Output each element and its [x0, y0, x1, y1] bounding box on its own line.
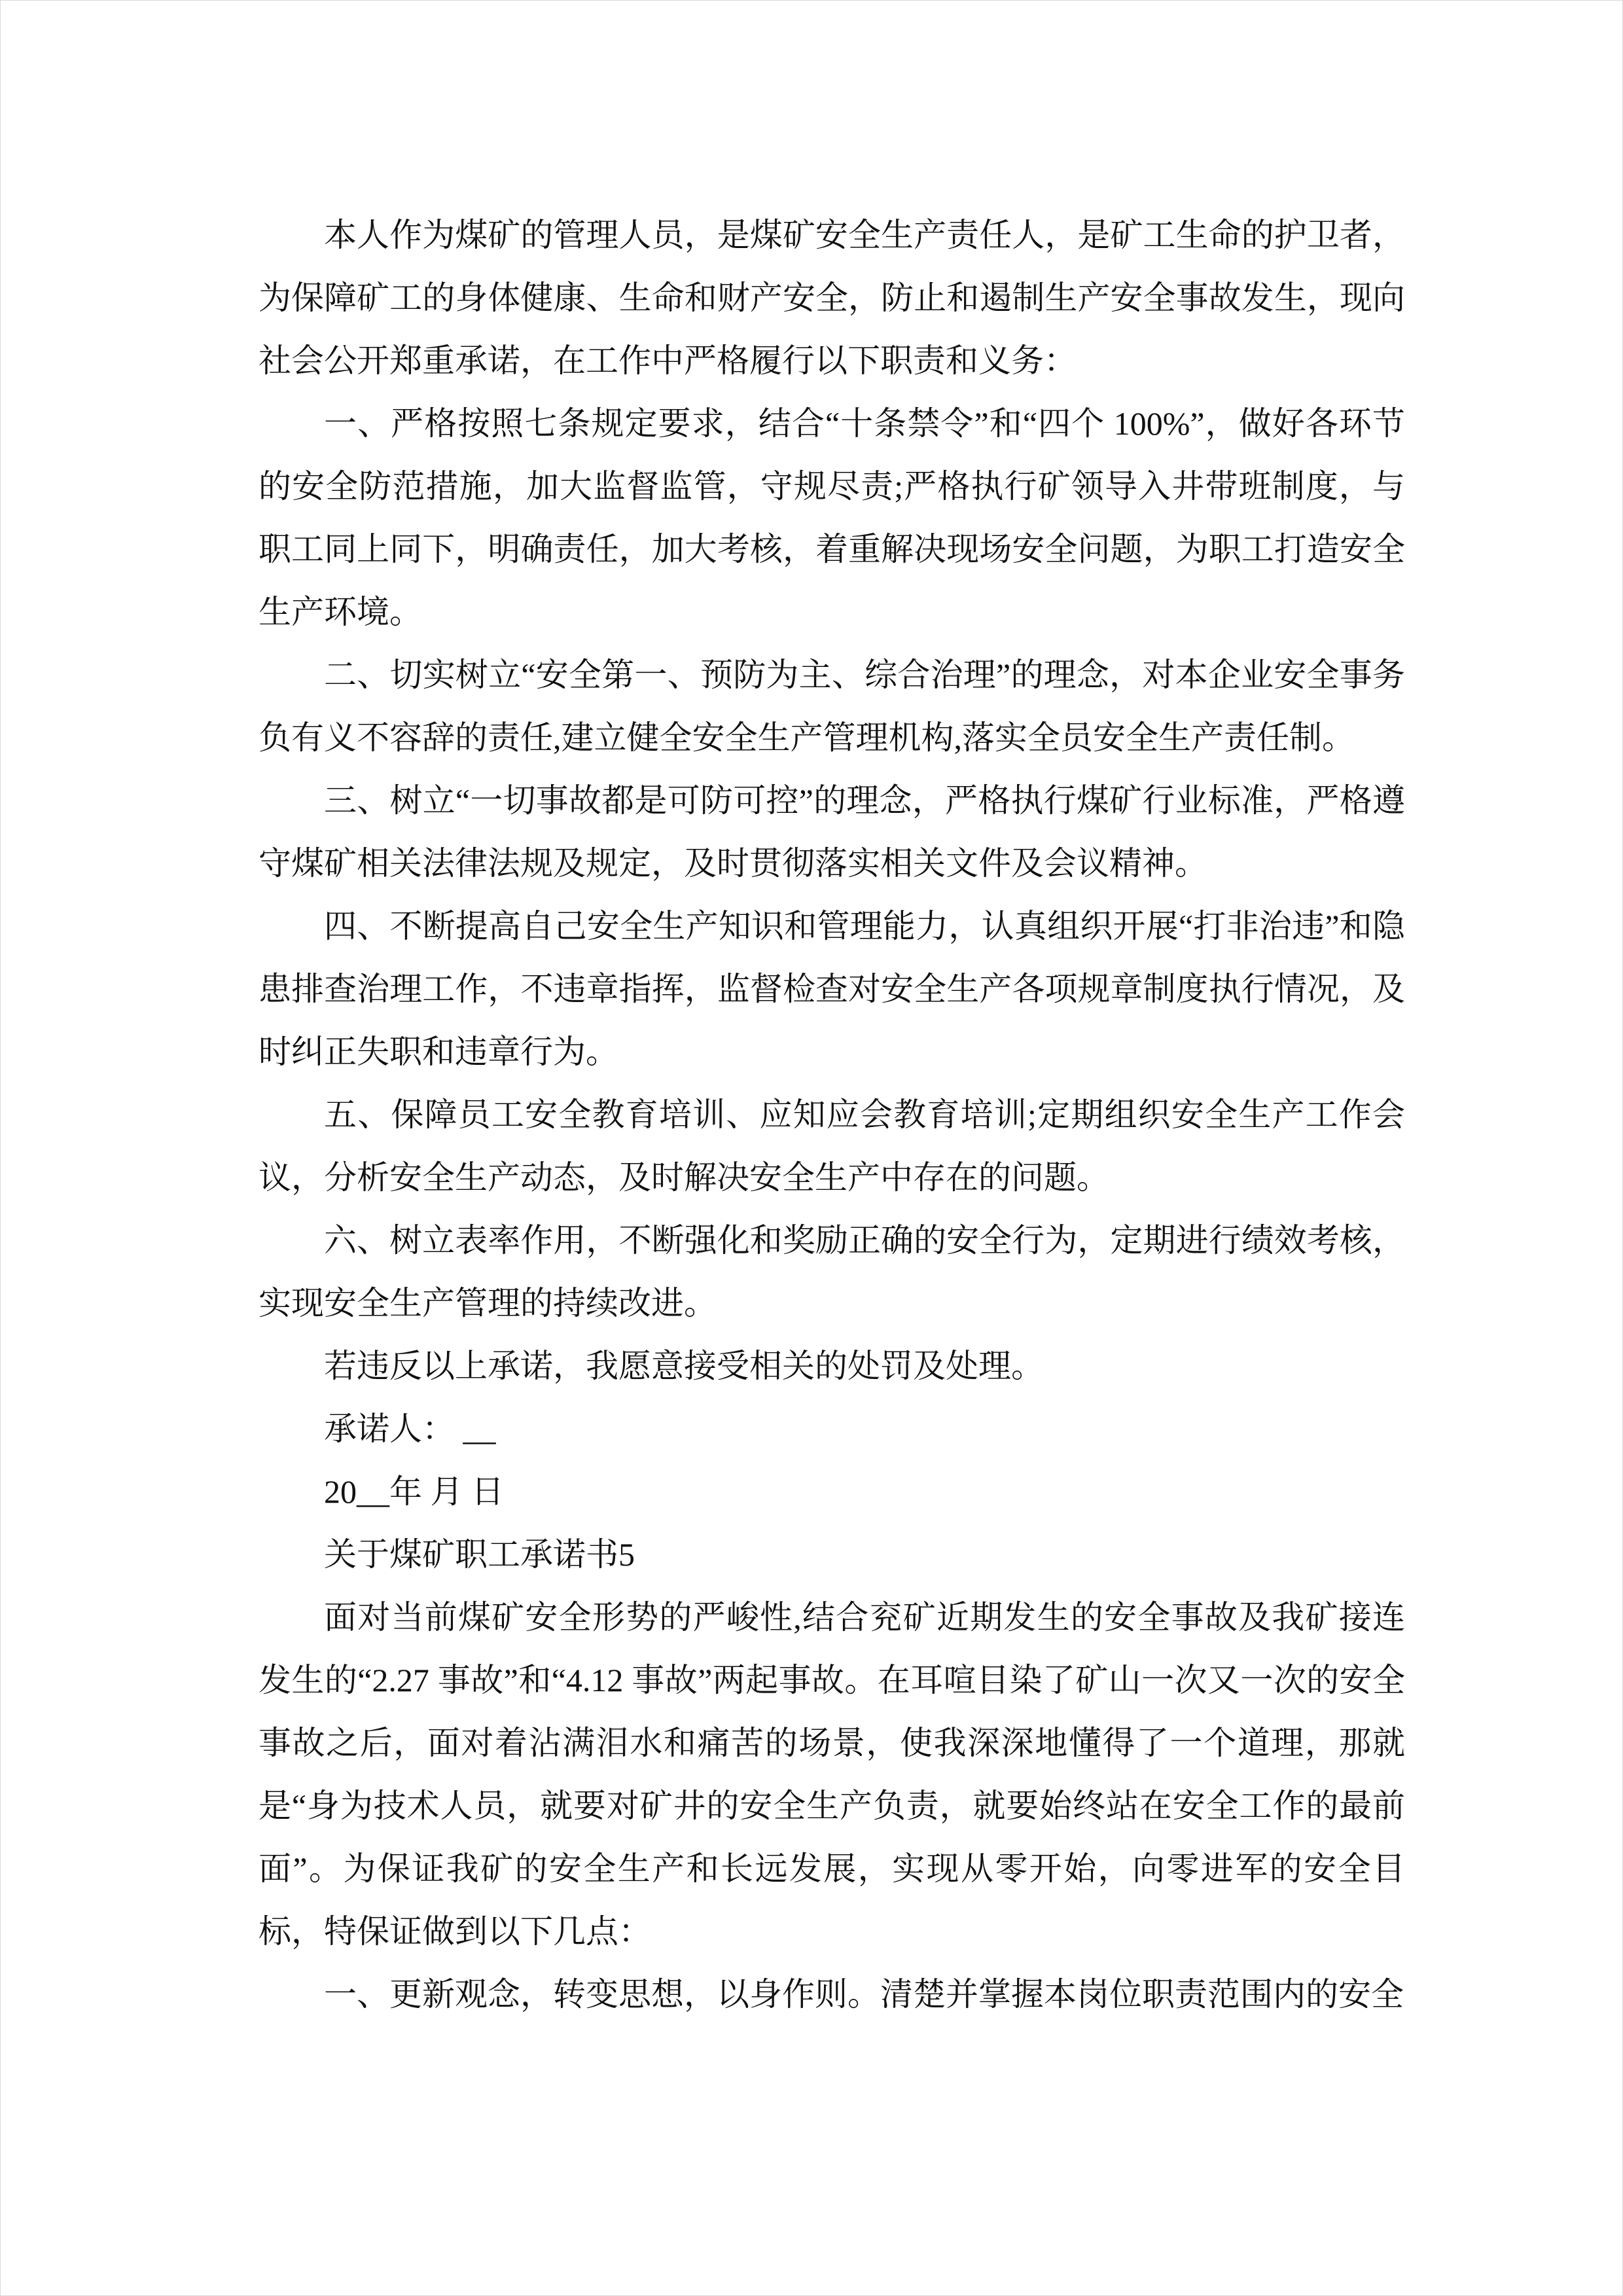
signer-line: 承诺人： __ [324, 1410, 496, 1447]
commitment-item-1: 一、严格按照七条规定要求，结合“十条禁令”和“四个 100%”，做好各环节的安全防范措施，加大监督监管，守规尽责;严格执行矿领导入井带班制度，与职工同上同下，明确责任，加大考核，着重解决现场安全问题，为职工打造安全生产环境。 [259, 405, 1405, 630]
commitment-item-4: 四、不断提高自己安全生产知识和管理能力，认真组织开展“打非治违”和隐患排查治理工作，不违章指挥，监督检查对安全生产各项规章制度执行情况，及时纠正失职和违章行为。 [259, 908, 1405, 1070]
document-body [259, 204, 1405, 2026]
section-intro-paragraph: 面对当前煤矿安全形势的严峻性,结合兖矿近期发生的安全事故及我矿接连发生的“2.27 事故”和“4.12 事故”两起事故。在耳喧目染了矿山一次又一次的安全事故之后，面对着沾满泪水和痛苦的场景，使我深深地懂得了一个道理，那就是“身为技术人员，就要对矿井的安全生产负责，就要始终站在安全工作的最前面”。为保证我矿的安全生产和长远发展，实现从零开始，向零进军的安全目标，特保证做到以下几点： [259, 1599, 1405, 1950]
closing-statement: 若违反以上承诺，我愿意接受相关的处罚及处理。 [324, 1348, 1044, 1384]
commitment-item-2: 二、切实树立“安全第一、预防为主、综合治理”的理念，对本企业安全事务负有义不容辞的责任,建立健全安全生产管理机构,落实全员安全生产责任制。 [259, 656, 1405, 756]
commitment-item-3: 三、树立“一切事故都是可防可控”的理念，严格执行煤矿行业标准，严格遵守煤矿相关法律法规及规定，及时贯彻落实相关文件及会议精神。 [259, 782, 1405, 882]
section-heading: 关于煤矿职工承诺书5 [324, 1536, 635, 1573]
section-item-1: 一、更新观念，转变思想，以身作则。清楚并掌握本岗位职责范围内的安全 [324, 1976, 1404, 2013]
date-line: 20__年 月 日 [324, 1473, 504, 1510]
intro-paragraph: 本人作为煤矿的管理人员，是煤矿安全生产责任人，是矿工生命的护卫者，为保障矿工的身体健康、生命和财产安全，防止和遏制生产安全事故发生，现向社会公开郑重承诺，在工作中严格履行以下职责和义务： [259, 217, 1405, 379]
commitment-item-6: 六、树立表率作用，不断强化和奖励正确的安全行为，定期进行绩效考核，实现安全生产管理的持续改进。 [259, 1222, 1405, 1321]
commitment-item-5: 五、保障员工安全教育培训、应知应会教育培训;定期组织安全生产工作会议，分析安全生产动态，及时解决安全生产中存在的问题。 [259, 1096, 1405, 1196]
